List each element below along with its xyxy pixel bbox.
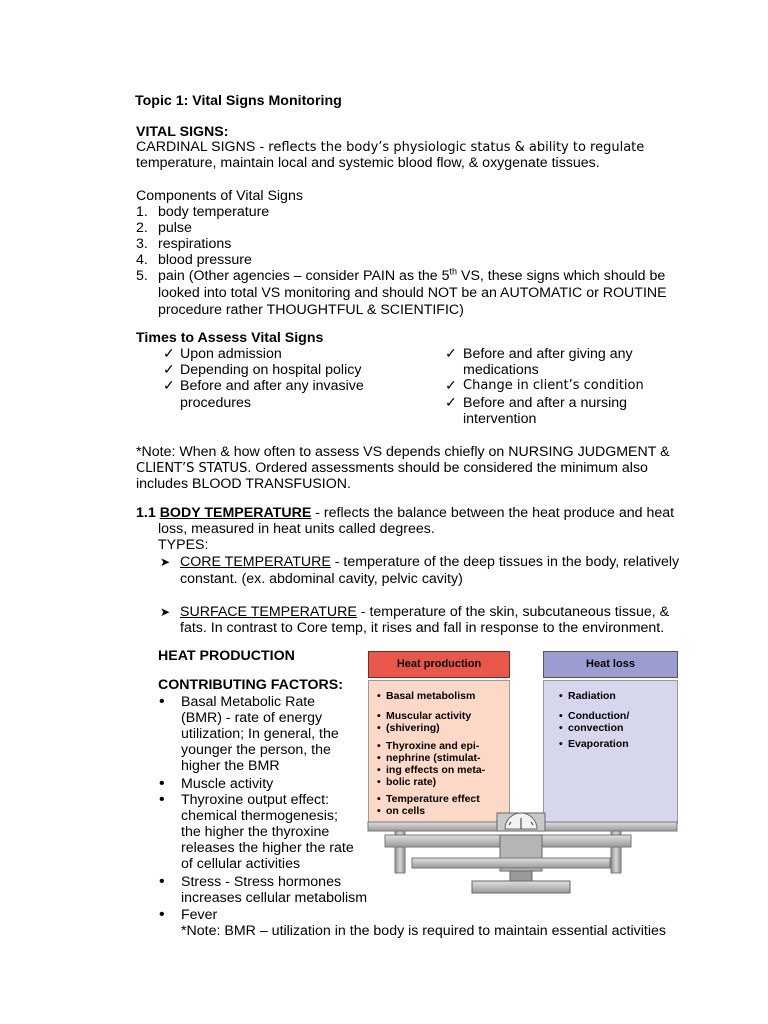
production-item-cont	[386, 752, 481, 764]
production-item-text: (shivering)	[386, 722, 440, 734]
note-line3: includes BLOOD TRANSFUSION.	[136, 476, 351, 492]
body-temp-title: BODY TEMPERATURE	[159, 505, 312, 521]
list-item-text: pain (Other agencies – consider PAIN as the 5	[158, 268, 450, 284]
check-icon	[445, 395, 457, 411]
production-item-cont	[386, 722, 440, 734]
section-number: 1.1	[136, 505, 156, 521]
list-item-continuation: procedure rather THOUGHTFUL & SCIENTIFIC)	[158, 302, 464, 318]
heat-production-heading: HEAT PRODUCTION	[158, 648, 295, 664]
list-item: Upon admission	[180, 346, 282, 362]
production-item-cont	[386, 764, 485, 776]
arrow-bullet-icon	[160, 554, 170, 570]
list-item-continuation: procedures	[180, 395, 251, 411]
bullet-icon	[159, 906, 165, 924]
core-temp-line1	[180, 554, 679, 570]
note-line2	[136, 460, 648, 477]
check-icon	[445, 346, 457, 362]
cardinal-signs-line2: temperature, maintain local and systemic blood flow, & oxygenate tissues.	[136, 155, 600, 171]
check-icon	[163, 378, 175, 394]
note-line1: *Note: When & how often to assess VS depends chiefly on NURSING JUDGMENT &	[136, 444, 670, 460]
list-item-continuation: higher the BMR	[181, 758, 280, 774]
list-item-continuation: medications	[463, 362, 539, 378]
client-status-text: CLIENT’S STATUS	[136, 461, 248, 476]
list-item-continuation: the higher the thyroxine	[181, 824, 330, 840]
core-temp-text1: - temperature of the deep tissues in the body, relatively	[330, 554, 680, 570]
list-item-continuation: increases cellular metabolism	[181, 890, 368, 906]
list-number: 4.	[136, 252, 148, 268]
production-item-text: ing effects on meta-	[386, 764, 486, 776]
surface-temp-title: SURFACE TEMPERATURE	[180, 604, 357, 620]
list-item-text: VS, these signs which should be	[457, 268, 666, 284]
list-item: pulse	[158, 220, 192, 236]
vital-signs-heading: VITAL SIGNS:	[136, 124, 229, 140]
arrow-bullet-icon	[160, 604, 170, 620]
bmr-note: *Note: BMR – utilization in the body is required to maintain essential activities	[181, 923, 666, 939]
cardinal-signs-line1	[136, 139, 644, 156]
loss-item: • Evaporation	[568, 738, 629, 750]
list-item-continuation: chemical thermogenesis;	[181, 808, 338, 824]
list-item: body temperature	[158, 204, 270, 220]
body-temp-line1	[136, 505, 674, 521]
cardinal-signs-text1: - reflects the body’s physiologic status & ability to regulate	[255, 140, 645, 155]
core-temp-title: CORE TEMPERATURE	[180, 554, 331, 570]
body-temp-text1: - reflects the balance between the heat produce and heat	[311, 505, 675, 521]
list-number: 1.	[136, 204, 148, 220]
list-item: Muscle activity	[181, 776, 274, 792]
production-item: • Muscular activity	[386, 710, 471, 722]
loss-item: • Conduction/	[568, 710, 629, 722]
production-item-text: nephrine (stimulat-	[386, 752, 481, 764]
bullet-icon	[159, 693, 165, 711]
list-item: Depending on hospital policy	[180, 362, 362, 378]
list-item-continuation: of cellular activities	[181, 856, 301, 872]
production-item-cont	[386, 805, 425, 817]
production-item: • Basal metabolism	[386, 690, 475, 702]
list-item-continuation: intervention	[463, 411, 537, 427]
list-item: Stress - Stress hormones	[181, 874, 342, 890]
list-item-continuation: utilization; In general, the	[181, 726, 339, 742]
topic-title: Topic 1: Vital Signs Monitoring	[135, 93, 342, 109]
list-item: Fever	[181, 907, 218, 923]
production-item-cont	[386, 776, 436, 788]
list-item: Thyroxine output effect:	[181, 792, 330, 808]
surface-temp-text1: - temperature of the skin, subcutaneous tissue, &	[356, 604, 670, 620]
list-item-continuation: releases the higher the rate	[181, 840, 354, 856]
components-heading: Components of Vital Signs	[136, 188, 303, 204]
times-heading: Times to Assess Vital Signs	[136, 330, 324, 346]
list-number: 3.	[136, 236, 148, 252]
loss-item-text: convection	[568, 722, 624, 734]
check-icon	[163, 362, 175, 378]
list-item-continuation: looked into total VS monitoring and should NOT be an AUTOMATIC or ROUTINE	[158, 285, 667, 301]
surface-temp-line1	[180, 604, 669, 620]
check-icon	[163, 346, 175, 362]
list-item: Before and after a nursing	[463, 395, 628, 411]
bullet-icon	[159, 791, 165, 809]
superscript: th	[449, 266, 458, 277]
list-item: blood pressure	[158, 252, 252, 268]
list-item-continuation: younger the person, the	[181, 742, 331, 758]
heat-production-header: Heat production	[368, 651, 510, 678]
bullet-icon	[159, 873, 165, 891]
body-temp-line2: loss, measured in heat units called degrees.	[158, 521, 435, 537]
production-item-text: bolic rate)	[386, 776, 437, 788]
types-label: TYPES:	[158, 537, 209, 553]
list-item: Basal Metabolic Rate	[181, 694, 316, 710]
list-item	[158, 268, 665, 284]
production-item: • Thyroxine and epi-	[386, 740, 479, 752]
loss-item-cont	[568, 722, 623, 734]
list-item: Before and after giving any	[463, 346, 633, 362]
heat-loss-header: Heat loss	[543, 651, 678, 678]
list-item: Before and after any invasive	[180, 378, 364, 394]
list-item: respirations	[158, 236, 232, 252]
surface-temp-line2: fats. In contrast to Core temp, it rises and fall in response to the environment.	[180, 620, 665, 636]
loss-item: • Radiation	[568, 690, 616, 702]
contributing-factors-heading: CONTRIBUTING FACTORS:	[158, 677, 343, 693]
note-line2-text: . Ordered assessments should be considered the minimum also	[247, 460, 648, 476]
list-number: 2.	[136, 220, 148, 236]
production-item: • Temperature effect	[386, 793, 480, 805]
list-item: Change in client’s condition	[463, 378, 644, 393]
check-icon	[445, 378, 457, 394]
production-item-text: on cells	[386, 805, 426, 817]
list-number: 5.	[136, 268, 148, 284]
core-temp-line2: constant. (ex. abdominal cavity, pelvic cavity)	[180, 571, 463, 587]
list-item-continuation: (BMR) - rate of energy	[181, 710, 323, 726]
cardinal-signs-label: CARDINAL SIGNS	[136, 139, 256, 155]
